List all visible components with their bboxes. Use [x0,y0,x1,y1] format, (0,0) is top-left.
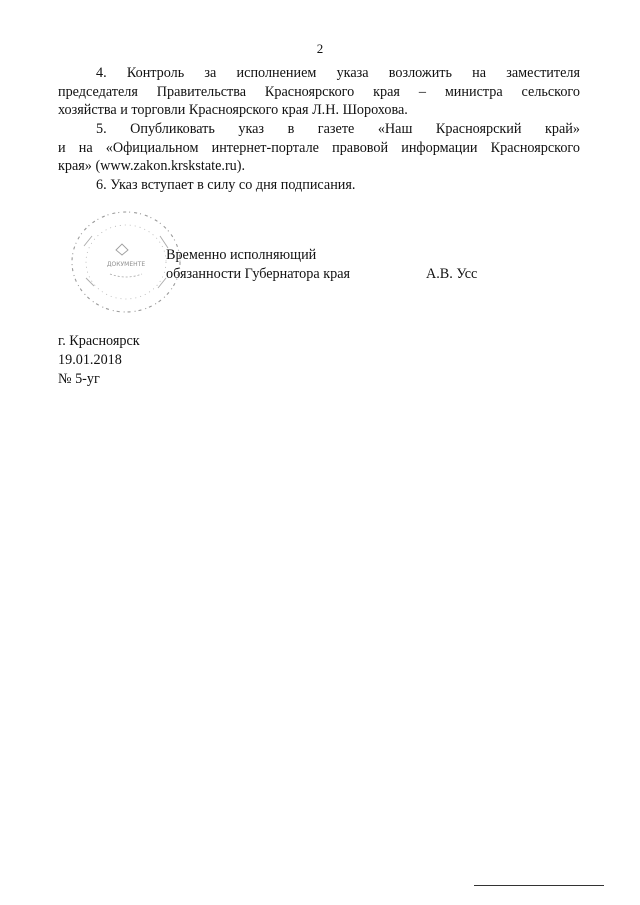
paragraph-5-line-1: 5. Опубликовать указ в газете «Наш Красноярский край» [96,121,580,137]
paragraph-6-line-1: 6. Указ вступает в силу со дня подписания. [96,177,356,193]
page-number: 2 [316,41,324,56]
paragraph-5-line-3: края» (www.zakon.krskstate.ru). [58,158,246,174]
paragraph-5 [58,120,580,176]
footer-city: г. Красноярск [58,333,140,349]
paragraph-4-line-3: хозяйства и торговли Красноярского края Л.Н. Шорохова. [58,102,408,118]
bottom-rule [474,885,604,886]
paragraph-4 [58,64,580,120]
signer-name: А.В. Усс [426,266,478,282]
signer-title-line-2: обязанности Губернатора края [166,266,351,282]
footer-date: 19.01.2018 [58,352,122,368]
signer-title [166,246,350,284]
footer-number: № 5-уг [58,371,100,387]
seal-text: ДОКУМЕНТЕ [106,261,146,268]
paragraph-4-line-1: 4. Контроль за исполнением указа возложить на заместителя [96,65,580,81]
document-footer [58,332,140,389]
paragraph-6 [58,176,580,195]
signer-title-line-1: Временно исполняющий [166,247,317,263]
paragraph-4-line-2: председателя Правительства Красноярского края – министра сельского [58,83,580,100]
paragraph-5-line-2: и на «Официальном интернет-портале правовой информации Красноярского [58,139,580,156]
